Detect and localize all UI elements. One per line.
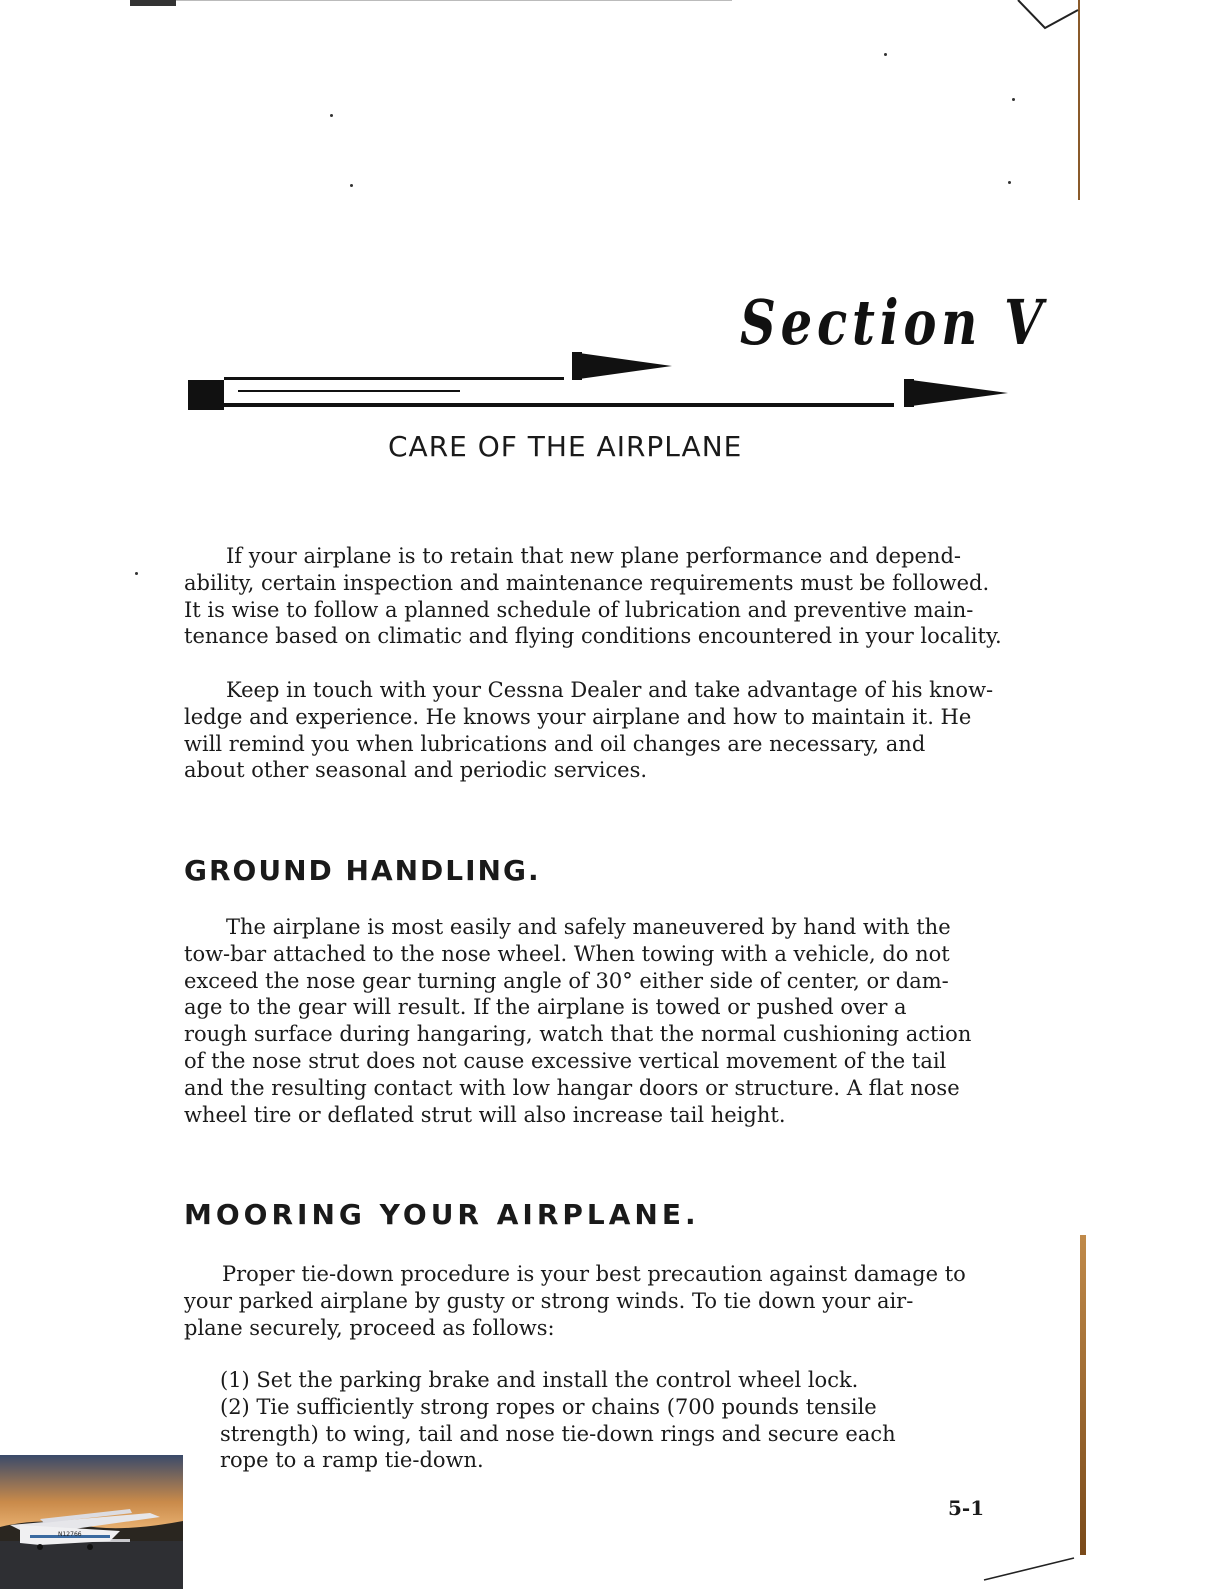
step-item: strength) to wing, tail and nose tie-down rings and secure each <box>220 1421 896 1446</box>
text-line: If your airplane is to retain that new plane performance and depend- <box>226 544 961 568</box>
text-line: The airplane is most easily and safely maneuvered by hand with the <box>226 915 951 939</box>
mooring-heading: MOORING YOUR AIRPLANE. <box>184 1198 700 1231</box>
step-item: (1) Set the parking brake and install the control wheel lock. <box>220 1368 859 1392</box>
header-rule-block <box>188 380 224 410</box>
ground-handling-heading: GROUND HANDLING. <box>184 854 541 887</box>
intro-paragraph-1 <box>184 543 1044 650</box>
tail-number-text: N12766 <box>58 1531 82 1538</box>
corner-mark <box>1010 0 1080 40</box>
scan-speck <box>1012 98 1015 101</box>
text-line: rough surface during hangaring, watch that the normal cushioning action <box>184 1022 972 1047</box>
text-line: and the resulting contact with low hangar doors or structure. A flat nose <box>184 1075 960 1100</box>
header-arrow-lower <box>904 379 1008 407</box>
section-title: Section V <box>740 286 1048 359</box>
scan-artifact-line <box>176 0 732 1</box>
text-line: age to the gear will result. If the airplane is towed or pushed over a <box>184 995 907 1020</box>
corner-mark-bottom <box>980 1530 1080 1585</box>
text-line: It is wise to follow a planned schedule of lubrication and preventive main- <box>184 597 974 622</box>
page-number: 5-1 <box>948 1496 985 1520</box>
step-item: rope to a ramp tie-down. <box>220 1448 484 1473</box>
text-line: plane securely, proceed as follows: <box>184 1315 555 1340</box>
text-line: ledge and experience. He knows your airplane and how to maintain it. He <box>184 704 972 729</box>
scan-speck <box>135 572 138 575</box>
mooring-steps <box>220 1367 1040 1474</box>
text-line: of the nose strut does not cause excessive vertical movement of the tail <box>184 1048 947 1073</box>
text-line: will remind you when lubrications and oil changes are necessary, and <box>184 731 926 756</box>
text-line: Proper tie-down procedure is your best precaution against damage to <box>222 1262 966 1286</box>
scan-speck <box>350 184 353 187</box>
airplane-photo <box>0 1455 183 1589</box>
text-line: ability, certain inspection and maintenance requirements must be followed. <box>184 570 990 595</box>
scan-artifact-mark <box>130 0 176 6</box>
intro-paragraph-2 <box>184 677 1044 784</box>
text-line: tenance based on climatic and flying conditions encountered in your locality. <box>184 624 1002 649</box>
scan-speck <box>330 114 333 117</box>
chapter-title: CARE OF THE AIRPLANE <box>388 430 743 463</box>
mooring-paragraph <box>184 1261 1044 1341</box>
text-line: wheel tire or deflated strut will also increase tail height. <box>184 1102 786 1127</box>
header-rule-thin <box>238 390 460 392</box>
text-line: Keep in touch with your Cessna Dealer and take advantage of his know- <box>226 678 994 702</box>
ground-handling-paragraph <box>184 914 1044 1128</box>
header-rule-top <box>224 377 564 380</box>
page-edge-shadow-lower <box>1080 1235 1086 1555</box>
text-line: your parked airplane by gusty or strong winds. To tie down your air- <box>184 1288 914 1313</box>
scan-speck <box>1008 181 1011 184</box>
text-line: about other seasonal and periodic services. <box>184 758 648 783</box>
scan-speck <box>884 53 887 56</box>
step-item: (2) Tie sufficiently strong ropes or chains (700 pounds tensile <box>220 1394 877 1419</box>
header-arrow-upper <box>572 352 672 380</box>
text-line: tow-bar attached to the nose wheel. When towing with a vehicle, do not <box>184 941 950 966</box>
text-line: exceed the nose gear turning angle of 30° either side of center, or dam- <box>184 968 949 993</box>
header-rule-bottom <box>224 403 894 407</box>
